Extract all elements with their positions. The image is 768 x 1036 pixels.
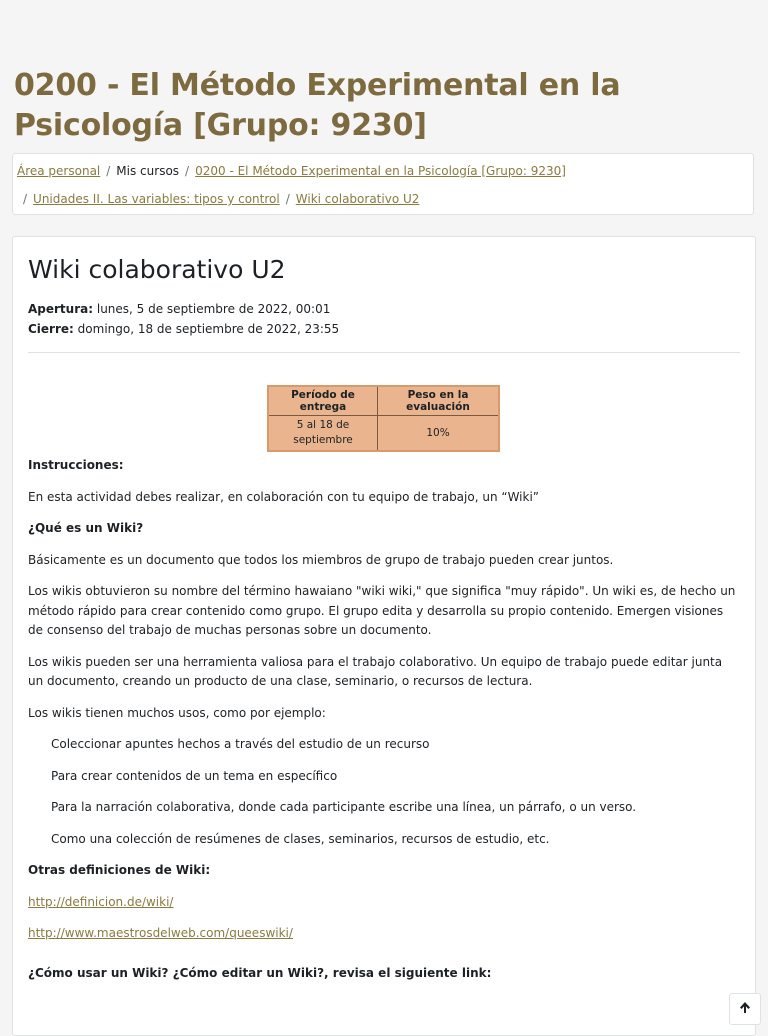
other-definitions-heading: Otras definiciones de Wiki: [28, 863, 211, 877]
info-table-weight: 10% [378, 416, 500, 452]
breadcrumb-separator: / [106, 164, 111, 178]
closing-date [28, 319, 339, 339]
use-item: Coleccionar apuntes hechos a través del estudio de un recurso [51, 737, 430, 751]
breadcrumb-separator: / [185, 164, 190, 178]
instructions-heading: Instrucciones: [28, 458, 124, 472]
definicion-link[interactable]: http://definicion.de/wiki/ [28, 894, 174, 909]
paragraph: Básicamente es un documento que todos los miembros de grupo de trabajo pueden crear juntos. [28, 552, 614, 567]
paragraph: Los wikis tienen muchos usos, como por ejemplo: [28, 705, 326, 720]
breadcrumb-link-activity[interactable]: Wiki colaborativo U2 [295, 192, 420, 206]
info-table-header-row [268, 386, 499, 416]
activity-card [12, 236, 756, 1036]
info-table-header-period: Período de entrega [268, 386, 378, 416]
activity-dates [28, 299, 339, 339]
what-is-wiki-heading: ¿Qué es un Wiki? [28, 521, 144, 535]
activity-title: Wiki colaborativo U2 [28, 255, 286, 284]
info-table-header-weight: Peso en la evaluación [378, 386, 500, 416]
breadcrumb-link-course[interactable]: 0200 - El Método Experimental en la Psicología [Grupo: 9230] [195, 164, 566, 178]
activity-description [28, 456, 740, 995]
breadcrumb-link-area-personal[interactable]: Área personal [17, 164, 101, 178]
info-table-row [268, 416, 499, 452]
breadcrumb-item-mis-cursos: Mis cursos [116, 164, 180, 178]
use-item: Para la narración colaborativa, donde cada participante escribe una línea, un párrafo, o un verso. [51, 800, 637, 814]
breadcrumb-link-unit[interactable]: Unidades II. Las variables: tipos y control [33, 192, 280, 206]
paragraph: Los wikis obtuvieron su nombre del término hawaiano "wiki wiki," que significa "muy rápido". Un wiki es, de hecho un método rápido para crear contenido como grupo. El grupo edita y desarrolla su propio contenido. Emergen visiones de consenso del trabajo de muchas personas sobre un documento. [28, 584, 736, 637]
breadcrumb-separator: / [23, 192, 28, 206]
use-item: Como una colección de resúmenes de clases, seminarios, recursos de estudio, etc. [51, 831, 550, 846]
back-to-top-button[interactable] [729, 993, 761, 1025]
breadcrumb-separator: / [285, 192, 290, 206]
arrow-up-icon [739, 1001, 751, 1018]
link-paragraph [28, 924, 740, 944]
paragraph: Los wikis pueden ser una herramienta valiosa para el trabajo colaborativo. Un equipo de trabajo puede editar junta un documento, creando un producto de una clase, seminario, o recursos de lectura. [28, 654, 723, 688]
opening-label: Apertura: [28, 302, 94, 316]
link-paragraph [28, 893, 740, 913]
closing-value: domingo, 18 de septiembre de 2022, 23:55 [77, 322, 340, 336]
use-item: Para crear contenidos de un tema en específico [51, 768, 338, 783]
course-title: 0200 - El Método Experimental en la Psicología [Grupo: 9230] [14, 68, 621, 143]
breadcrumb [12, 153, 754, 215]
info-table-period: 5 al 18 de septiembre [268, 416, 378, 452]
info-table [267, 385, 500, 452]
paragraph: En esta actividad debes realizar, en colaboración con tu equipo de trabajo, un “Wiki” [28, 489, 540, 504]
divider [28, 352, 740, 353]
maestrosdelweb-link[interactable]: http://www.maestrosdelweb.com/queeswiki/ [28, 926, 293, 940]
how-to-use-heading: ¿Cómo usar un Wiki? ¿Cómo editar un Wiki?, revisa el siguiente link: [28, 965, 492, 980]
arrow-up-icon-svg [739, 1001, 751, 1014]
closing-label: Cierre: [28, 322, 74, 336]
opening-date [28, 299, 339, 319]
opening-value: lunes, 5 de septiembre de 2022, 00:01 [96, 302, 331, 316]
